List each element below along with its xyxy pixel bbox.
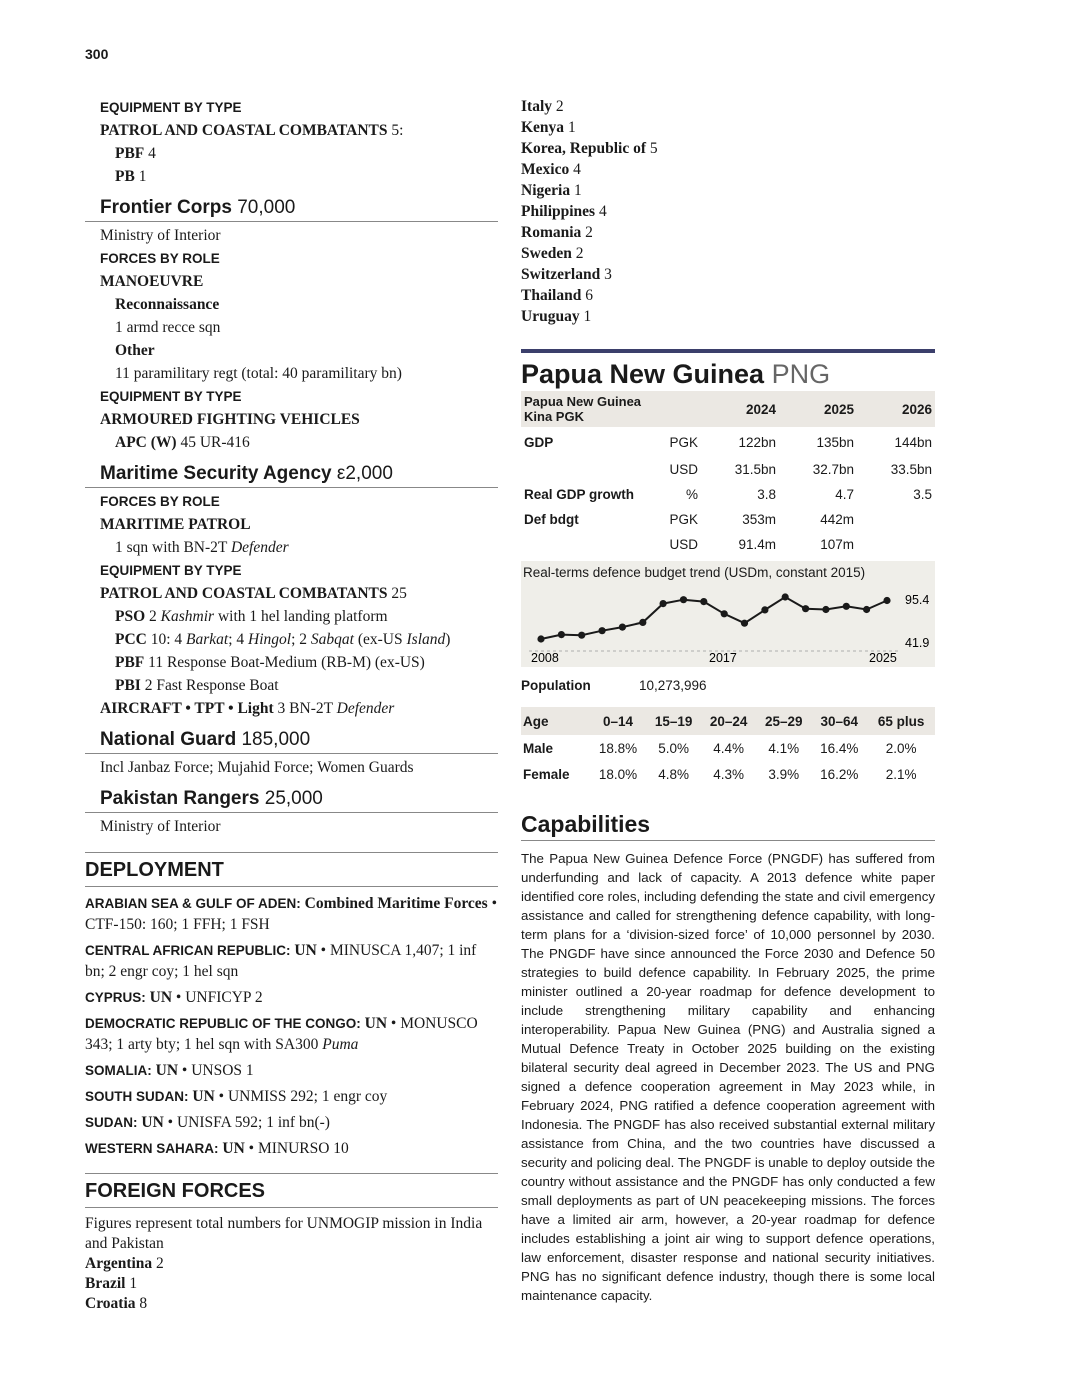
x-tick-label: 2008: [531, 651, 559, 663]
table-row: Female 18.0% 4.8% 4.3% 3.9% 16.2% 2.1%: [523, 766, 917, 782]
year-header: 2025: [779, 391, 857, 427]
y-max-label: 95.4: [905, 593, 930, 607]
data-point: [782, 593, 789, 600]
country-header: [521, 349, 935, 391]
recon-text: 1 armd recce sqn: [115, 319, 221, 336]
year-header: 2024: [701, 391, 779, 427]
capabilities-text: The Papua New Guinea Defence Force (PNGDF) has suffered from underfunding and lack of capacity. A 2013 defence white paper identified core roles, including defending the state and civil emergency assistance and called for strengthening defence capability, with long-term plans for a ‘division-sized force’ of 10,000 personnel by 2030. The PNGDF have since announced the Force 2030 and Defence 50 strategies to build defence capability. In February 2025, the prime minister outlined a 20-year roadmap for defence development to include strengthening military capability and enhancing interoperability. Papua New Guinea (PNG) and Australia signed a Mutual Defence Treaty in October 2025 building on the existing bilateral security deal agreed in December 2023. The US and PNG signed a defence cooperation agreement in May 2023 while, in February 2024, PNG ratified a defence cooperation agreement with Indonesia. The PNGDF has also received substantial external military assistance from China, and the two countries have discussed a security and policing deal. The PNGDF is unable to deploy outside the country without assistance and the PNGDF has only conducted a few small deployments as part of UN peacekeeping missions. The forces have a limited air arm, however, a 20-year roadmap for defence includes establishing a joint air wing to support defence operations, law enforcement, disaster response and national security initiatives. PNG has no significant defence industry, though there is some local maintenance capacity.: [521, 851, 935, 1303]
deployment-entry: WESTERN SAHARA: UN • MINURSO 10: [85, 1140, 349, 1157]
list-item: Argentina 2: [85, 1255, 164, 1272]
table-row: Male 18.8% 5.0% 4.4% 4.1% 16.4% 2.0%: [523, 740, 917, 756]
pcc2-line: PCC 10: 4 Barkat; 4 Hingol; 2 Sabqat (ex-US Island): [115, 631, 451, 648]
deployment-entry: CYPRUS: UN • UNFICYP 2: [85, 989, 263, 1006]
list-item: Thailand 6: [521, 287, 593, 304]
data-point: [863, 606, 870, 613]
equipment-heading: EQUIPMENT BY TYPE: [100, 100, 242, 115]
list-item: Uruguay 1: [521, 308, 592, 325]
chart-title: Real-terms defence budget trend (USDm, constant 2015): [523, 565, 866, 580]
country-title: Papua New Guinea PNG: [521, 359, 831, 389]
data-point: [639, 619, 646, 626]
deployment-entry: ARABIAN SEA & GULF OF ADEN: Combined Maritime Forces • CTF-150: 160; 1 FFH; 1 FSH: [85, 895, 498, 933]
y-min-label: 41.9: [905, 636, 930, 650]
maritime-patrol-heading: MARITIME PATROL: [100, 516, 251, 533]
page-number: 300: [85, 46, 109, 62]
budget-trend-chart: [521, 561, 935, 667]
list-item: Kenya 1: [521, 119, 576, 136]
economic-table: [521, 391, 935, 557]
rangers-text: Ministry of Interior: [100, 818, 221, 835]
equipment-heading: EQUIPMENT BY TYPE: [100, 563, 242, 578]
data-point: [843, 603, 850, 610]
equipment-heading: EQUIPMENT BY TYPE: [100, 389, 242, 404]
data-point: [660, 600, 667, 607]
data-point: [558, 631, 565, 638]
list-item: Croatia 8: [85, 1295, 148, 1312]
unit-header: [655, 391, 701, 427]
data-point: [578, 632, 585, 639]
table-row: GDP PGK 122bn 135bn 144bn: [524, 434, 932, 450]
deployment-entry: DEMOCRATIC REPUBLIC OF THE CONGO: UN • MONUSCO 343; 1 arty bty; 1 hel sqn with SA300 Puma: [85, 1015, 478, 1053]
data-point: [883, 597, 890, 604]
list-item: Italy 2: [521, 98, 564, 115]
table-row: USD 31.5bn 32.7bn 33.5bn: [669, 462, 932, 477]
foreign-forces-intro: Figures represent total numbers for UNMOGIP mission in India and Pakistan: [85, 1215, 483, 1252]
list-item: Nigeria 1: [521, 182, 582, 199]
frontier-ministry: Ministry of Interior: [100, 227, 221, 244]
national-guard-text: Incl Janbaz Force; Mujahid Force; Women Guards: [100, 759, 414, 776]
recon-label: Reconnaissance: [115, 296, 220, 313]
data-point: [680, 596, 687, 603]
afv-heading: ARMOURED FIGHTING VEHICLES: [100, 411, 360, 428]
apc-line: APC (W) 45 UR-416: [115, 434, 250, 451]
other-text: 11 paramilitary regt (total: 40 paramilitary bn): [115, 365, 402, 382]
deployment-entry: SOUTH SUDAN: UN • UNMISS 292; 1 engr coy: [85, 1088, 388, 1105]
table-row: USD 91.4m 107m: [669, 537, 854, 552]
list-item: Sweden 2: [521, 245, 584, 262]
data-point: [802, 605, 809, 612]
list-item: Romania 2: [521, 224, 593, 241]
forces-by-role: FORCES BY ROLE: [100, 494, 220, 509]
national-guard-heading: National Guard 185,000: [85, 728, 498, 754]
maritime-security-heading: Maritime Security Agency ε2,000: [85, 462, 498, 488]
frontier-corps-heading: Frontier Corps 70,000: [85, 196, 498, 222]
series-points: [537, 593, 890, 642]
list-item: Mexico 4: [521, 161, 581, 178]
trend-line-chart: [523, 581, 933, 663]
deployment-entry: SOMALIA: UN • UNSOS 1: [85, 1062, 254, 1079]
other-label: Other: [115, 342, 155, 359]
list-item: Philippines 4: [521, 203, 607, 220]
pb-line: PB 1: [115, 168, 147, 185]
population-label: Population: [521, 678, 591, 693]
right-column: [521, 96, 935, 1305]
data-point: [537, 635, 544, 642]
year-header: 2026: [857, 391, 935, 427]
foreign-forces-list: [85, 1254, 498, 1314]
pbf-line: PBF 4: [115, 145, 156, 162]
left-column: [85, 96, 498, 1314]
pbi-line: PBI 2 Fast Response Boat: [115, 677, 279, 694]
table-header-row: [521, 391, 935, 427]
table-header-row: Age 0–14 15–19 20–24 25–29 30–64 65 plus: [521, 707, 935, 735]
sqn-line: 1 sqn with BN-2T Defender: [115, 539, 289, 556]
deployment-heading: DEPLOYMENT: [85, 852, 498, 887]
data-point: [822, 606, 829, 613]
data-point: [761, 606, 768, 613]
list-item: Brazil 1: [85, 1275, 138, 1292]
forces-by-role: FORCES BY ROLE: [100, 251, 220, 266]
deployment-entry: SUDAN: UN • UNISFA 592; 1 inf bn(-): [85, 1114, 330, 1131]
age-table: [521, 707, 935, 787]
pso-line: PSO 2 Kashmir with 1 hel landing platform: [115, 608, 388, 625]
foreign-forces-heading: FOREIGN FORCES: [85, 1173, 498, 1208]
data-point: [619, 624, 626, 631]
aircraft-line: AIRCRAFT • TPT • Light 3 BN-2T Defender: [100, 700, 395, 717]
population-value: 10,273,996: [639, 678, 707, 693]
manoeuvre-heading: MANOEUVRE: [100, 273, 204, 290]
list-item: Switzerland 3: [521, 266, 612, 283]
pcc-line: PATROL AND COASTAL COMBATANTS 5:: [100, 122, 404, 139]
data-point: [721, 610, 728, 617]
data-point: [599, 627, 606, 634]
country-list: [521, 96, 935, 327]
pcc-line: PATROL AND COASTAL COMBATANTS 25: [100, 585, 407, 602]
pbf-line: PBF 11 Response Boat-Medium (RB-M) (ex-US): [115, 654, 425, 671]
population-row: [521, 675, 935, 697]
table-row: Real GDP growth % 3.8 4.7 3.5: [524, 487, 932, 502]
capabilities-heading: Capabilities: [521, 809, 935, 841]
x-tick-label: 2025: [869, 651, 897, 663]
table-row: Def bdgt PGK 353m 442m: [524, 512, 854, 527]
currency-header: Papua New Guinea Kina PGK: [521, 391, 655, 427]
data-point: [700, 598, 707, 605]
series-line: [541, 597, 887, 639]
rangers-heading: Pakistan Rangers 25,000: [85, 787, 498, 813]
list-item: Korea, Republic of 5: [521, 140, 658, 157]
deployment-entry: CENTRAL AFRICAN REPUBLIC: UN • MINUSCA 1,407; 1 inf bn; 2 engr coy; 1 hel sqn: [85, 942, 477, 980]
data-point: [741, 620, 748, 627]
x-tick-label: 2017: [709, 651, 737, 663]
